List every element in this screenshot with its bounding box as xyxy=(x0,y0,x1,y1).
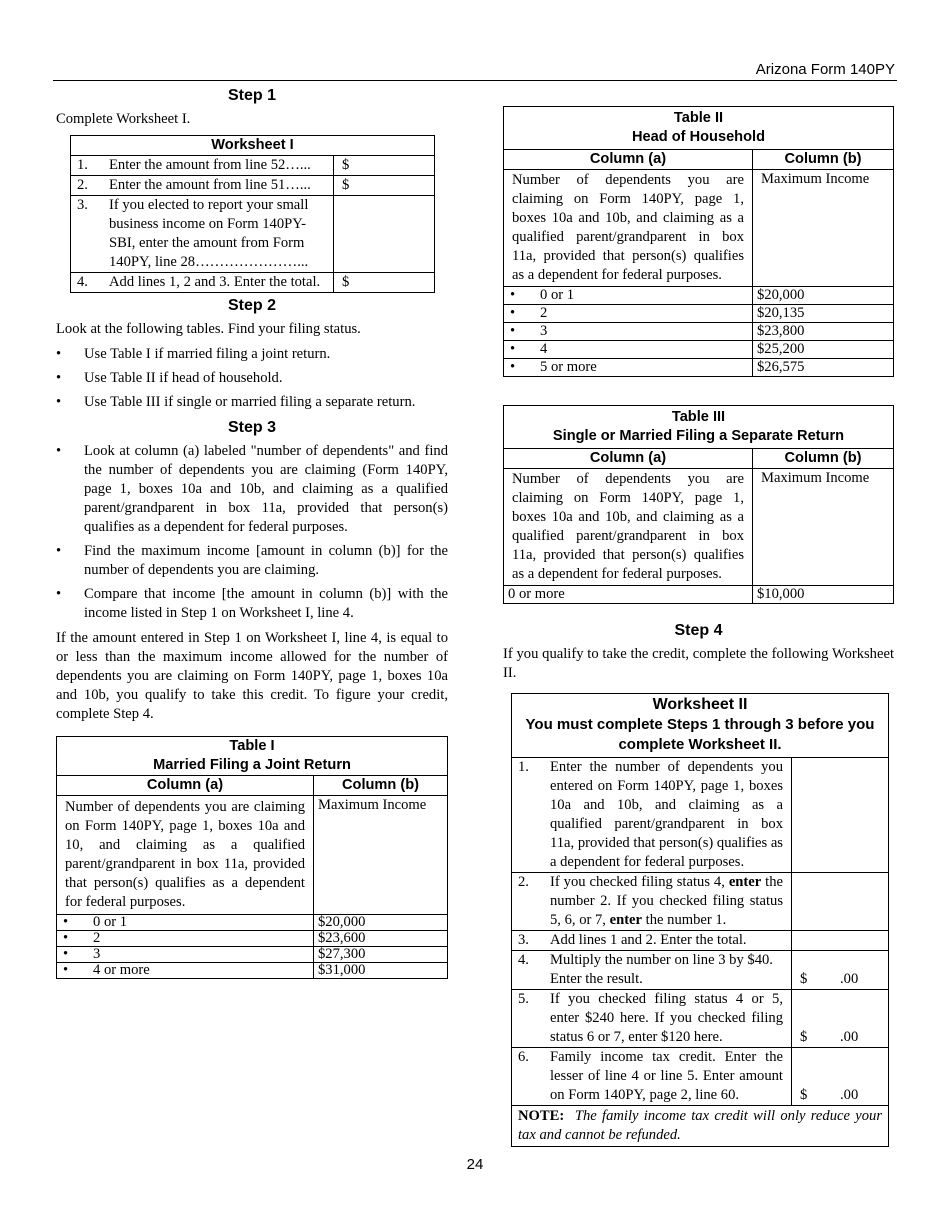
table2-description: Number of dependents you are claiming on Form 140PY, page 1, boxes 10a and 10b, and claiming as a qualified parent/grandparent in box 11a, provided that person(s) qualifies as a dependent for federal purposes. xyxy=(504,170,753,287)
list-item: • Use Table III if single or married filing a separate return. xyxy=(56,393,448,412)
worksheet1-amount[interactable] xyxy=(334,196,435,273)
right-column xyxy=(503,106,894,1147)
table-row: • 4 $25,200 xyxy=(504,341,894,359)
table-row: • 2 $20,135 xyxy=(504,305,894,323)
table2-col-a-header: Column (a) xyxy=(504,150,753,170)
worksheet2-amount[interactable]: $ .00 xyxy=(792,951,889,990)
step2-title: Step 2 xyxy=(227,297,276,314)
worksheet2-amount[interactable] xyxy=(792,931,889,951)
worksheet1-table xyxy=(70,135,435,293)
worksheet1-amount[interactable]: $ xyxy=(334,156,435,176)
worksheet1-amount[interactable]: $ xyxy=(334,273,435,293)
list-item: • Compare that income [the amount in column (b)] with the income listed in Step 1 on Worksheet I, line 4. xyxy=(56,585,448,623)
worksheet2-table xyxy=(511,693,889,1147)
table-row: 0 or more $10,000 xyxy=(504,586,894,604)
left-column xyxy=(56,84,448,979)
form-header: Arizona Form 140PY xyxy=(755,61,895,78)
worksheet2-amount[interactable]: $ .00 xyxy=(792,990,889,1048)
step3-paragraph: If the amount entered in Step 1 on Worksheet I, line 4, is equal to or less than the maximum income allowed for the number of dependents you are claiming on Form 140PY, page 1, boxes 10a and 10b, you qualify to take this credit. To figure your credit, complete Step 4. xyxy=(56,630,448,722)
table3-title: Table III xyxy=(671,409,726,425)
list-item: • Use Table II if head of household. xyxy=(56,369,448,388)
step3-list xyxy=(56,442,448,623)
table3-description: Number of dependents you are claiming on Form 140PY, page 1, boxes 10a and 10b, and claiming as a qualified parent/grandparent in box 11a, provided that person(s) qualifies as a dependent for federal purposes. xyxy=(504,469,753,586)
step3-title: Step 3 xyxy=(227,419,276,436)
table3-col-a-header: Column (a) xyxy=(504,449,753,469)
step2-intro: Look at the following tables. Find your filing status. xyxy=(56,321,361,337)
worksheet1-row: 4. Add lines 1, 2 and 3. Enter the total. $ xyxy=(71,273,435,293)
step1-intro: Complete Worksheet I. xyxy=(56,111,191,127)
table-row: • 4 or more $31,000 xyxy=(57,963,448,979)
table1 xyxy=(56,736,448,979)
list-item: • Look at column (a) labeled "number of dependents" and find the number of dependents you are claiming (Form 140PY, page 1, boxes 10a and 10b, and claiming as a qualified parent/grandparent in box 11a, provided that person(s) qualifies as a dependent for federal purposes. xyxy=(56,442,448,537)
worksheet1 xyxy=(70,135,435,293)
worksheet1-row: 3. If you elected to report your small business income on Form 140PY-SBI, enter the amount from Form 140PY, line 28…………………... xyxy=(71,196,435,273)
table1-title: Table I xyxy=(229,738,275,754)
table3 xyxy=(503,405,894,604)
table1-col-a-header: Column (a) xyxy=(57,776,314,796)
table-row: • 5 or more $26,575 xyxy=(504,359,894,377)
table3-subtitle: Single or Married Filing a Separate Return xyxy=(552,428,845,444)
worksheet2-subtitle: You must complete Steps 1 through 3 before you complete Worksheet II. xyxy=(525,716,875,753)
worksheet2-title: Worksheet II xyxy=(652,696,748,713)
worksheet1-amount[interactable]: $ xyxy=(334,176,435,196)
table1-desc-b: Maximum Income xyxy=(314,796,448,915)
header-rule xyxy=(53,80,897,81)
worksheet2-row: 6. Family income tax credit. Enter the lesser of line 4 or line 5. Enter amount on Form 140PY, page 2, line 60. $ .00 xyxy=(512,1048,889,1106)
table2-col-b-header: Column (b) xyxy=(753,150,894,170)
worksheet2-amount[interactable] xyxy=(792,873,889,931)
table3-desc-b: Maximum Income xyxy=(753,469,894,586)
table-row: • 0 or 1 $20,000 xyxy=(57,915,448,931)
page-number: 24 xyxy=(466,1156,484,1173)
table-row: • 3 $27,300 xyxy=(57,947,448,963)
table1-col-b-header: Column (b) xyxy=(314,776,448,796)
table2-desc-b: Maximum Income xyxy=(753,170,894,287)
table3-col-b-header: Column (b) xyxy=(753,449,894,469)
step4-title: Step 4 xyxy=(674,622,723,639)
worksheet2-row: 2. If you checked filing status 4, enter the number 2. If you checked filing status 5, 6, or 7, enter the number 1. xyxy=(512,873,889,931)
table2-title: Table II xyxy=(673,110,724,126)
table-row: • 0 or 1 $20,000 xyxy=(504,287,894,305)
list-item: • Use Table I if married filing a joint return. xyxy=(56,345,448,364)
worksheet2-row: 5. If you checked filing status 4 or 5, enter $240 here. If you checked filing status 6 or 7, enter $120 here. $ .00 xyxy=(512,990,889,1048)
worksheet2-row: 1. Enter the number of dependents you entered on Form 140PY, page 1, boxes 10a and 10b, and claiming as a qualified parent/grandparent in box 11a, provided that person(s) qualifies as a dependent for federal purposes. xyxy=(512,758,889,873)
worksheet1-row: 1. Enter the amount from line 52…... $ xyxy=(71,156,435,176)
worksheet1-title: Worksheet I xyxy=(71,136,435,156)
table2 xyxy=(503,106,894,377)
table1-description: Number of dependents you are claiming on Form 140PY, page 1, boxes 10a and 10, and claiming as a qualified parent/grandparent in box 11a, provided that person(s) qualifies as a dependent for federal purposes. xyxy=(57,796,314,915)
worksheet2-note: NOTE: The family income tax credit will only reduce your tax and cannot be refunded. xyxy=(512,1106,889,1147)
worksheet2-amount[interactable]: $ .00 xyxy=(792,1048,889,1106)
list-item: • Find the maximum income [amount in column (b)] for the number of dependents you are claiming. xyxy=(56,542,448,580)
table1-subtitle: Married Filing a Joint Return xyxy=(153,757,351,773)
worksheet1-row: 2. Enter the amount from line 51…... $ xyxy=(71,176,435,196)
table-row: • 2 $23,600 xyxy=(57,931,448,947)
table-row: • 3 $23,800 xyxy=(504,323,894,341)
worksheet2-amount[interactable] xyxy=(792,758,889,873)
worksheet2-row: 3. Add lines 1 and 2. Enter the total. xyxy=(512,931,889,951)
step1-title: Step 1 xyxy=(227,87,276,104)
table2-subtitle: Head of Household xyxy=(632,129,765,145)
worksheet2-row: 4. Multiply the number on line 3 by $40. Enter the result. $ .00 xyxy=(512,951,889,990)
worksheet2 xyxy=(511,693,889,1147)
step4-intro: If you qualify to take the credit, complete the following Worksheet II. xyxy=(503,646,894,681)
step2-list xyxy=(56,345,448,412)
